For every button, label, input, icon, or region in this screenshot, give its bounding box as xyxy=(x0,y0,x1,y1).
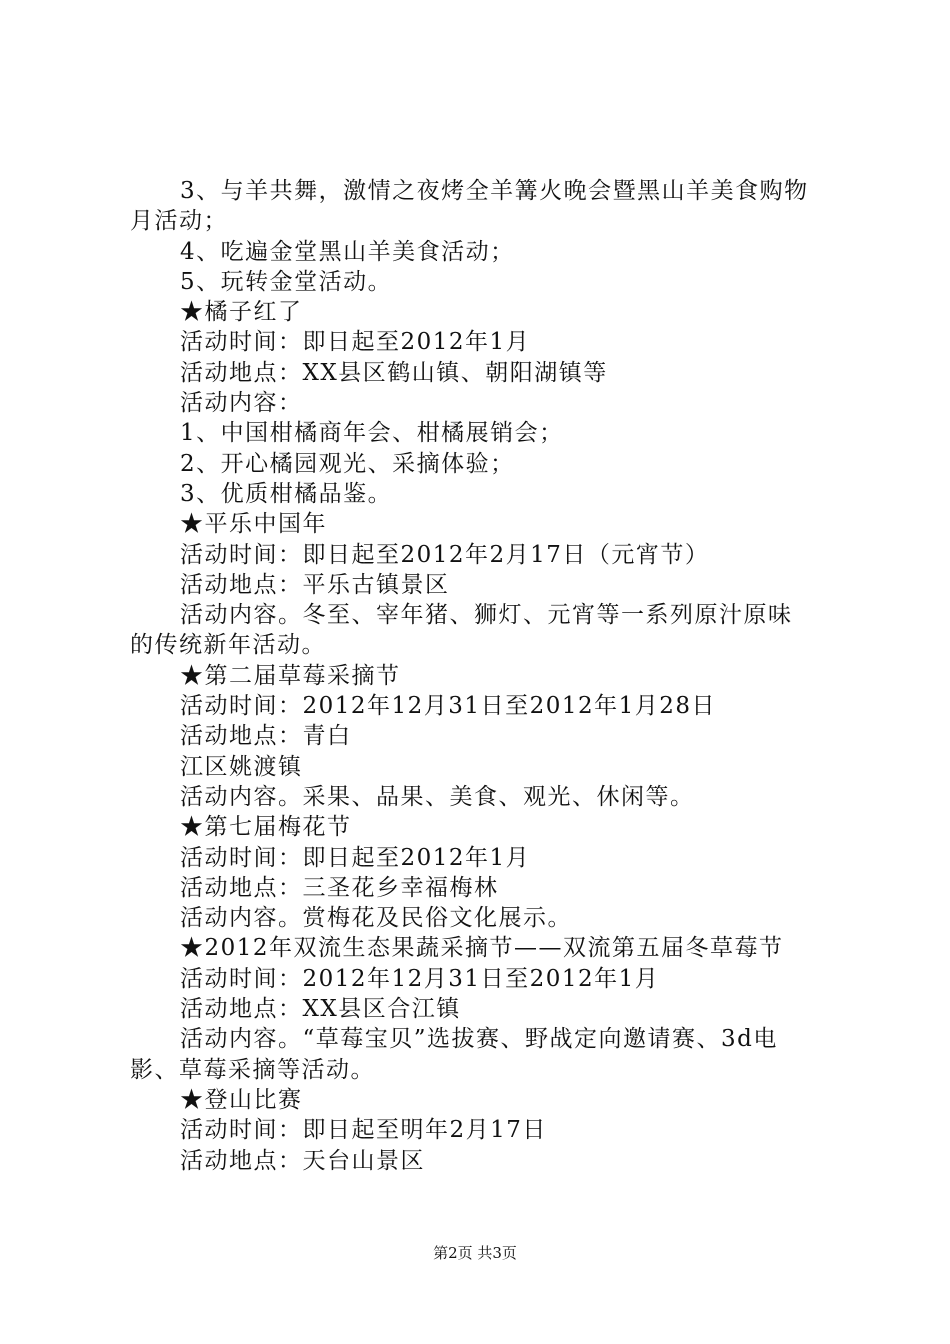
text-line: 2、开心橘园观光、采摘体验； xyxy=(180,450,515,477)
text-line: 活动内容。冬至、宰年猪、狮灯、元宵等一系列原汁原味 xyxy=(180,602,793,629)
text-line: 活动时间：即日起至2012年2月17日（元宵节） xyxy=(180,541,710,568)
text-line: 活动地点：三圣花乡幸福梅林 xyxy=(180,874,499,901)
text-line: ★登山比赛 xyxy=(180,1086,303,1113)
text-line: ★第七届梅花节 xyxy=(180,814,352,841)
text-line: 活动内容： xyxy=(180,390,303,417)
text-line: 影、草莓采摘等活动。 xyxy=(130,1056,375,1083)
document-body xyxy=(130,176,835,1176)
page-footer: 第2页 共3页 xyxy=(433,1244,517,1262)
text-line: 活动地点：XX县区鹤山镇、朝阳湖镇等 xyxy=(180,359,608,386)
text-line: 活动内容。“草莓宝贝”选拔赛、野战定向邀请赛、3d电 xyxy=(180,1026,778,1053)
text-line: 活动地点：青白 xyxy=(180,723,352,750)
text-line: ★第二届草莓采摘节 xyxy=(180,662,401,689)
text-line: 3、与羊共舞，激情之夜烤全羊篝火晚会暨黑山羊美食购物 xyxy=(180,178,809,204)
text-line: 活动时间：即日起至2012年1月 xyxy=(180,329,531,356)
text-line: 1、中国柑橘商年会、柑橘展销会； xyxy=(180,420,564,447)
text-line: ★橘子红了 xyxy=(180,299,303,326)
text-line: 活动内容。采果、品果、美食、观光、休闲等。 xyxy=(180,783,695,810)
text-line: 活动内容。赏梅花及民俗文化展示。 xyxy=(180,905,572,932)
text-line: 活动地点：平乐古镇景区 xyxy=(180,571,450,598)
text-line: 3、优质柑橘品鉴。 xyxy=(180,480,393,507)
text-line: 活动地点：XX县区合江镇 xyxy=(180,996,461,1023)
text-line: 活动地点：天台山景区 xyxy=(180,1147,425,1174)
text-line: 活动时间：2012年12月31日至2012年1月 xyxy=(180,965,660,992)
text-line: 江区姚渡镇 xyxy=(180,753,303,780)
text-line: 活动时间：即日起至明年2月17日 xyxy=(180,1117,547,1144)
text-line: 的传统新年活动。 xyxy=(130,632,326,659)
text-line: ★平乐中国年 xyxy=(180,511,327,538)
text-line: ★2012年双流生态果蔬采摘节——双流第五届冬草莓节 xyxy=(180,935,784,962)
text-line: 月活动； xyxy=(130,208,228,235)
text-line: 5、玩转金堂活动。 xyxy=(180,268,393,295)
text-line: 活动时间：2012年12月31日至2012年1月28日 xyxy=(180,693,716,720)
text-line: 活动时间：即日起至2012年1月 xyxy=(180,844,531,871)
text-line: 4、吃遍金堂黑山羊美食活动； xyxy=(180,238,515,265)
